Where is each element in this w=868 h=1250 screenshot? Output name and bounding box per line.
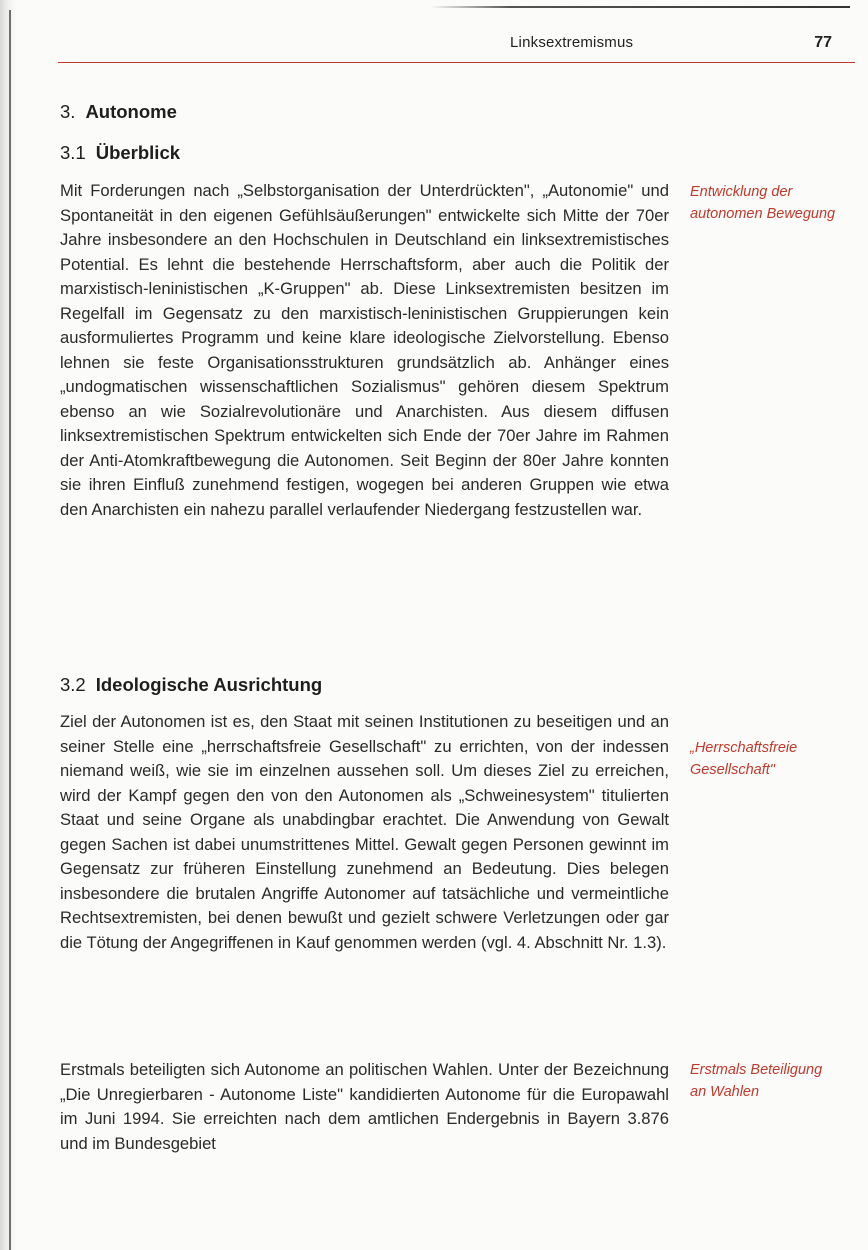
margin-note-herrschaftsfreie: „Herrschaftsfreie Gesellschaft" bbox=[690, 740, 798, 778]
paragraph-overview: Mit Forderungen nach „Selbstorganisation der Unterdrückten", „Autonomie" und Spontaneität in den eigenen Gefühlsäußerungen" entwickelte sich Mitte der 70er Jahre insbesondere an den Hochschulen in Deutschland ein linksextremistisches Potential. Es lehnt die bestehende Herrschaftsform, aber auch die Politik der marxistisch-leninistischen „K-Gruppen" ab. Diese Linksextremisten besitzen im Regelfall im Gegensatz zu den marxistisch-leninistischen Gruppierungen kein ausformuliertes Programm und keine klare ideologische Zielvorstellung. Ebenso lehnen sie feste Organisationsstrukturen grundsätzlich ab. Anhänger eines „undogmatischen wissenschaftlichen Sozialismus" gehören diesem Spektrum ebenso an wie Sozialrevolutionäre und Anarchisten. Aus diesem diffusen linksextremistischen Spektrum entwickelten sich Ende der 70er Jahre im Rahmen der Anti-Atomkraftbewegung die Autonomen. Seit Beginn der 80er Jahre konnten sie ihren Einfluß zunehmend festigen, wogegen bei anderen Gruppen wie etwa den Anarchisten ein nahezu parallel verlaufender Niedergang festzustellen war. bbox=[60, 181, 669, 519]
section-number: 3.1 bbox=[60, 142, 86, 163]
section-title: Überblick bbox=[95, 142, 181, 163]
paragraph-ideology: Ziel der Autonomen ist es, den Staat mit seinen Institutionen zu beseitigen und an seiner Stelle eine „herrschaftsfreie Gesellschaft" zu errichten, von der indessen niemand weiß, wie sie im einzelnen aussehen soll. Um dieses Ziel zu erreichen, wird der Kampf gegen den von den Autonomen als „Schweinesystem" titulierten Staat und seine Organe als unabdingbar erachtet. Die Anwendung von Gewalt gegen Sachen ist dabei unumstrittenes Mittel. Gewalt gegen Personen gewinnt im Gegensatz zur früheren Einstellung zunehmend an Bedeutung. Dies belegen insbesondere die brutalen Angriffe Autonomer auf tatsächliche und vermeintliche Rechtsextremisten, bei denen bewußt und gezielt schwere Verletzungen oder gar die Tötung der Angegriffenen in Kauf genommen werden (vgl. 4. Abschnitt Nr. 1.3). bbox=[60, 712, 669, 952]
margin-note-development: Entwicklung der autonomen Bewegung bbox=[690, 184, 836, 222]
section-title: Ideologische Ausrichtung bbox=[95, 674, 323, 695]
section-number: 3.2 bbox=[60, 674, 86, 695]
section-title: Autonome bbox=[85, 101, 177, 122]
running-title: Linksextremismus bbox=[510, 34, 634, 51]
binding-line bbox=[9, 10, 11, 1250]
margin-note-elections: Erstmals Beteiligung an Wahlen bbox=[690, 1062, 823, 1100]
page-binding-edge bbox=[0, 0, 16, 1250]
section-heading-3 bbox=[60, 101, 177, 123]
section-heading-3-1 bbox=[60, 142, 180, 164]
top-edge-rule bbox=[430, 6, 850, 8]
section-number: 3. bbox=[60, 101, 76, 122]
header-divider bbox=[58, 62, 855, 63]
section-heading-3-2 bbox=[60, 674, 322, 696]
paragraph-elections: Erstmals beteiligten sich Autonome an politischen Wahlen. Unter der Bezeichnung „Die Unregierbaren - Autonome Liste" kandidierten Autonome für die Europawahl im Juni 1994. Sie erreichten nach dem amtlichen Endergebnis in Bayern 3.876 und im Bundesgebiet bbox=[60, 1060, 669, 1153]
page-number: 77 bbox=[814, 34, 832, 51]
